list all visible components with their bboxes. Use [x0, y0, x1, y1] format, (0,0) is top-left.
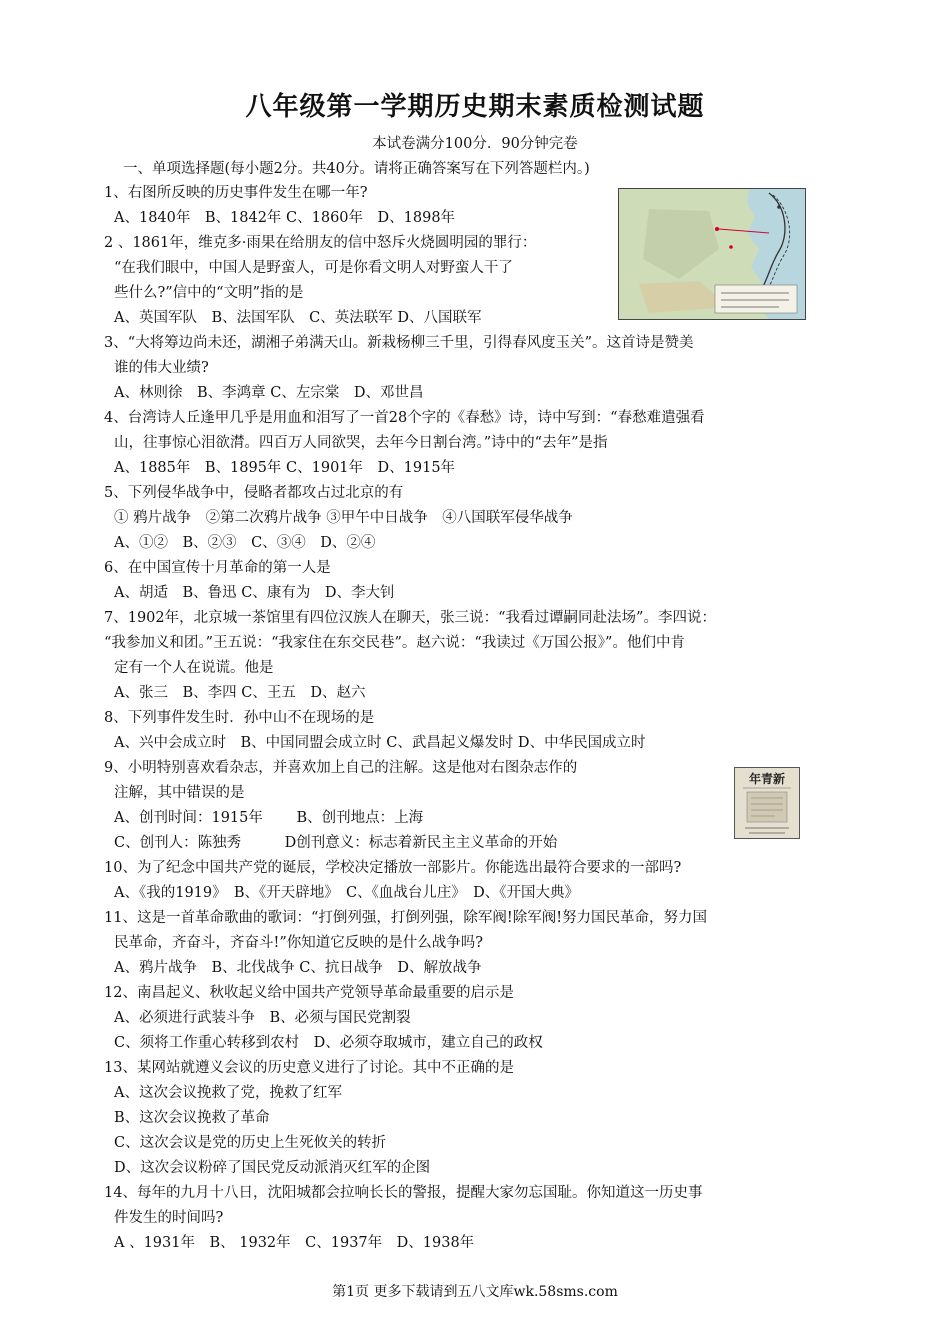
question-7-options: A、张三 B、李四 C、王五 D、赵六 [114, 685, 366, 701]
page-footer: 第1页 更多下载请到五八文库wk.58sms.com [332, 1284, 618, 1300]
section-heading: 一、单项选择题(每小题2分。共40分。请将正确答案写在下列答题栏内。) [123, 161, 590, 177]
question-8-options: A、兴中会成立时 B、中国同盟会成立时 C、武昌起义爆发时 D、中华民国成立时 [114, 735, 646, 751]
magazine-drawing [735, 768, 799, 838]
question-5: 5、下列侵华战争中，侵略者都攻占过北京的有 [104, 485, 404, 501]
question-4-options: A、1885年 B、1895年 C、1901年 D、1915年 [114, 460, 456, 476]
question-7-cont-2: 定有一个人在说谎。他是 [114, 660, 274, 676]
question-13-option-c: C、这次会议是党的历史上生死攸关的转折 [114, 1135, 387, 1151]
question-7: 7、1902年，北京城一茶馆里有四位汉族人在聊天，张三说：“我看过谭嗣同赴法场”。李四说： [104, 610, 716, 626]
magazine-cover-image [734, 767, 800, 839]
question-3-options: A、林则徐 B、李鸿章 C、左宗棠 D、邓世昌 [114, 385, 424, 401]
question-9-cont: 注解，其中错误的是 [114, 785, 245, 801]
question-8: 8、下列事件发生时．孙中山不在现场的是 [104, 710, 375, 726]
question-5-items: ① 鸦片战争 ②第二次鸦片战争 ③甲午中日战争 ④八国联军侵华战争 [114, 510, 573, 526]
question-13-option-a: A、这次会议挽救了党，挽救了红军 [114, 1085, 342, 1101]
question-4-cont: 山，往事惊心泪欲潸。四百万人同欲哭，去年今日割台湾。”诗中的“去年”是指 [114, 435, 608, 451]
question-6-options: A、胡适 B、鲁迅 C、康有为 D、李大钊 [114, 585, 395, 601]
question-13-option-d: D、这次会议粉碎了国民党反动派消灭红军的企图 [114, 1160, 431, 1176]
question-6: 6、在中国宣传十月革命的第一人是 [104, 560, 331, 576]
question-12-options-cd: C、须将工作重心转移到农村 D、必须夺取城市，建立自己的政权 [114, 1035, 543, 1051]
question-9-options-ab: A、创刊时间：1915年 B、创刊地点：上海 [114, 810, 424, 826]
question-7-cont: “我参加义和团。”王五说：“我家住在东交民巷”。赵六说：“我读过《万国公报》”。他们中肯 [104, 635, 685, 651]
question-12: 12、南昌起义、秋收起义给中国共产党领导革命最重要的启示是 [104, 985, 514, 1001]
question-12-options-ab: A、必须进行武装斗争 B、必须与国民党割裂 [114, 1010, 411, 1026]
question-10: 10、为了纪念中国共产党的诞辰，学校决定播放一部影片。你能选出最符合要求的一部吗? [104, 860, 682, 876]
document-subtitle: 本试卷满分100分．90分钟完卷 [372, 136, 578, 152]
question-2-options: A、英国军队 B、法国军队 C、英法联军 D、八国联军 [114, 310, 482, 326]
question-2-quote: “在我们眼中，中国人是野蛮人，可是你看文明人对野蛮人干了 [114, 260, 513, 276]
map-drawing [619, 189, 805, 319]
question-2: 2 、1861年，维克多·雨果在给朋友的信中怒斥火烧圆明园的罪行： [104, 235, 537, 251]
question-3: 3、“大将筹边尚未还，湖湘子弟满天山。新栽杨柳三千里，引得春风度玉关”。这首诗是赞美 [104, 335, 694, 351]
document-title: 八年级第一学期历史期末素质检测试题 [245, 92, 705, 122]
question-11: 11、这是一首革命歌曲的歌词：“打倒列强，打倒列强，除军阀!除军阀!努力国民革命，努力国 [104, 910, 708, 926]
question-2-cont: 些什么?”信中的“文明”指的是 [114, 285, 304, 301]
question-13-option-b: B、这次会议挽救了革命 [114, 1110, 270, 1126]
question-1-options: A、1840年 B、1842年 C、1860年 D、1898年 [114, 210, 456, 226]
question-9-options-cd: C、创刊人：陈独秀 D创刊意义：标志着新民主主义革命的开始 [114, 835, 558, 851]
question-3-cont: 谁的伟大业绩? [114, 360, 209, 376]
historical-map-image [618, 188, 806, 320]
question-4: 4、台湾诗人丘逢甲几乎是用血和泪写了一首28个字的《春愁》诗，诗中写到：“春愁难遣强看 [104, 410, 705, 426]
question-10-options: A、《我的1919》 B、《开天辟地》 C、《血战台儿庄》 D、《开国大典》 [114, 885, 579, 901]
magazine-title: 年青新 [748, 772, 786, 786]
question-5-options: A、①② B、②③ C、③④ D、②④ [114, 535, 376, 551]
question-14: 14、每年的九月十八日，沈阳城都会拉响长长的警报，提醒大家勿忘国耻。你知道这一历史事 [104, 1185, 703, 1201]
question-11-options: A、鸦片战争 B、北伐战争 C、抗日战争 D、解放战争 [114, 960, 482, 976]
question-14-options: A 、1931年 B、 1932年 C、1937年 D、1938年 [114, 1235, 475, 1251]
question-11-cont: 民革命，齐奋斗，齐奋斗!”你知道它反映的是什么战争吗? [114, 935, 484, 951]
question-14-cont: 件发生的时间吗? [114, 1210, 224, 1226]
question-1: 1、右图所反映的历史事件发生在哪一年? [104, 185, 368, 201]
question-9: 9、小明特别喜欢看杂志，并喜欢加上自己的注解。这是他对右图杂志作的 [104, 760, 578, 776]
question-13: 13、某网站就遵义会议的历史意义进行了讨论。其中不正确的是 [104, 1060, 514, 1076]
